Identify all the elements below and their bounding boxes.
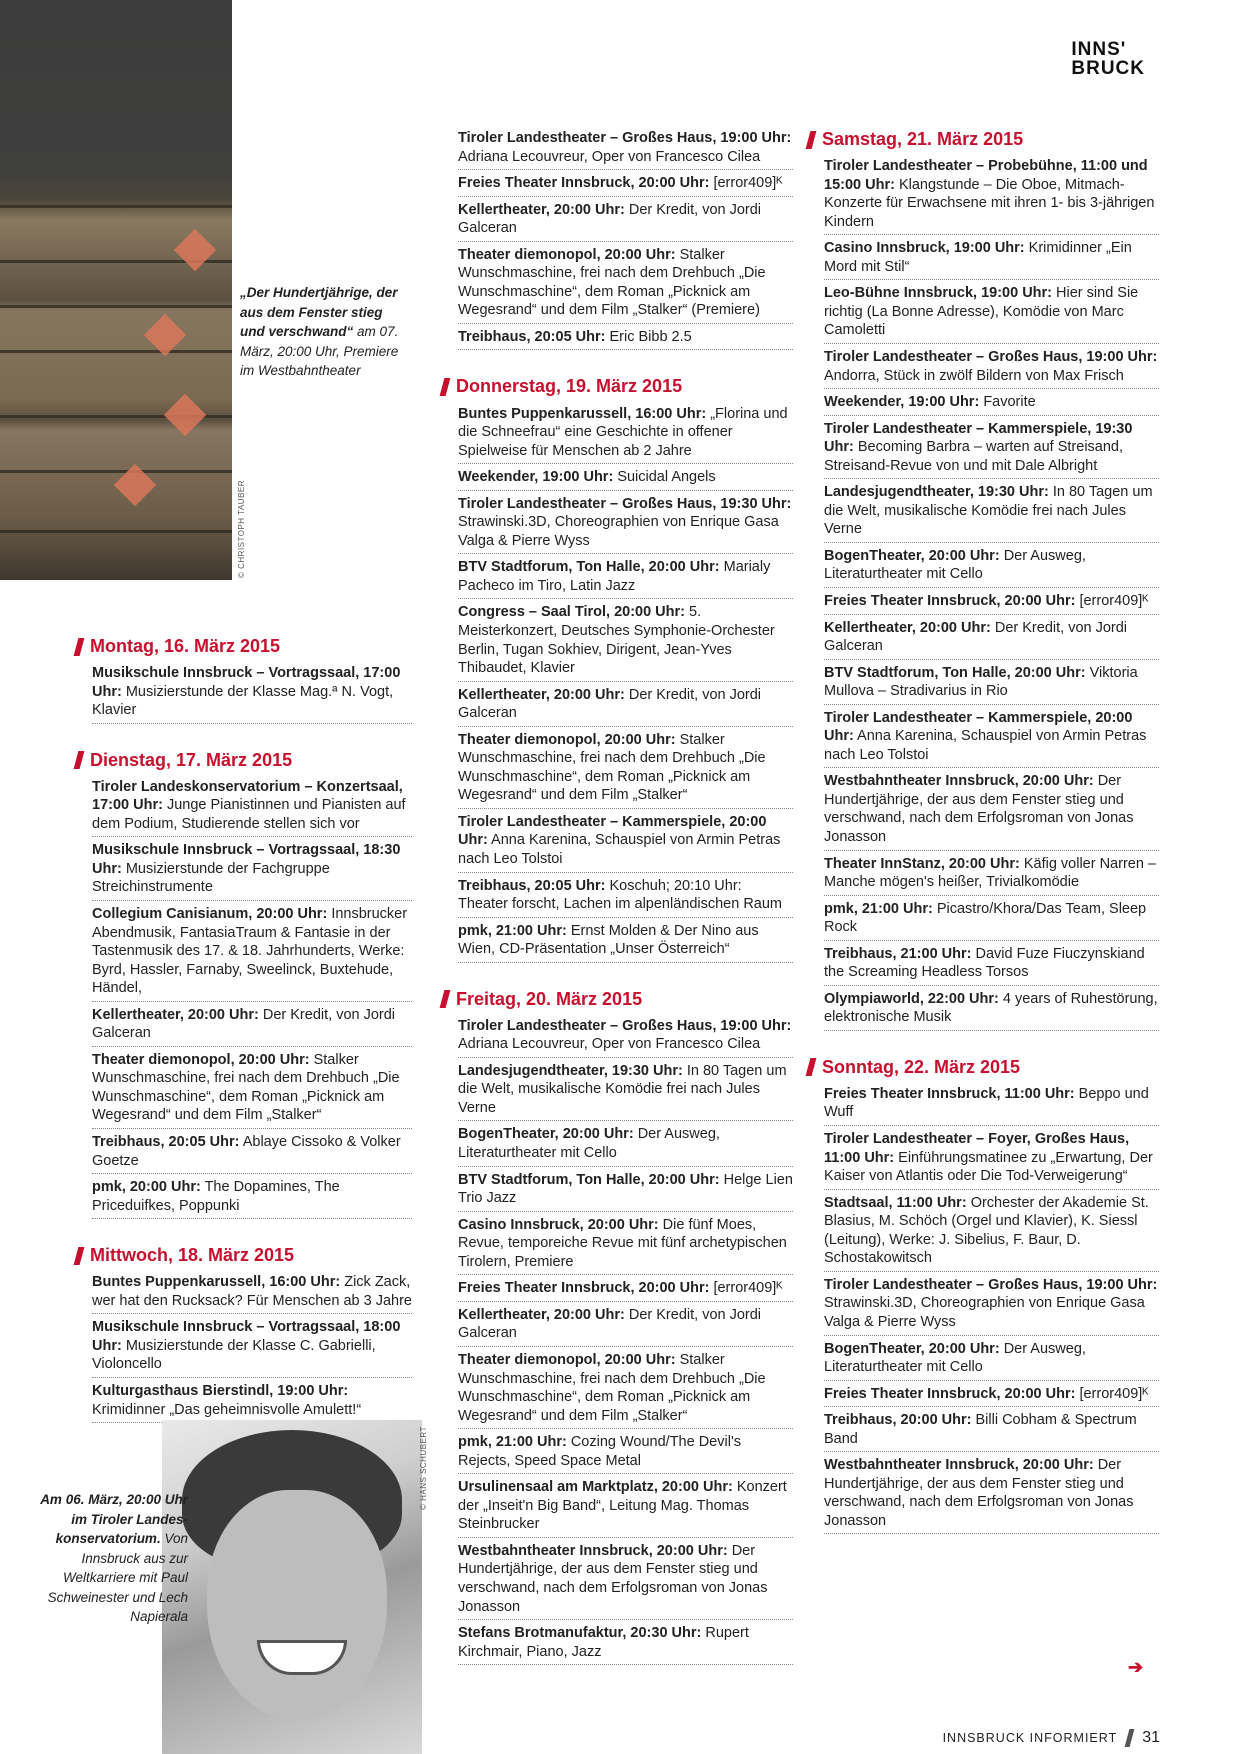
- event-entry: [458, 685, 793, 727]
- event-venue-time: Congress – Saal Tirol, 20:00 Uhr:: [458, 604, 685, 621]
- event-description: 5. Meisterkonzert, Deutsches Symphonie-Orchester Berlin, Tugan Sokhiev, Dirigent, Jean-Yves Thibaudet, Klavier: [458, 604, 775, 677]
- section-gap: [458, 966, 793, 988]
- event-venue-time: Kulturgasthaus Bierstindl, 19:00 Uhr:: [92, 1382, 349, 1399]
- event-entry: [458, 876, 793, 918]
- event-venue-time: Freies Theater Innsbruck, 20:00 Uhr:: [824, 1385, 1076, 1402]
- event-entry: [824, 989, 1159, 1031]
- event-venue-time: Tiroler Landestheater – Foyer, Großes Haus, 11:00 Uhr:: [824, 1131, 1130, 1166]
- event-description: Der Kredit, von Jordi Galceran: [824, 619, 1128, 655]
- event-description: Zick Zack, wer hat den Rucksack? Für Menschen ab 3 Jahre: [92, 1274, 412, 1309]
- event-venue-time: Kellertheater, 20:00 Uhr:: [92, 1006, 259, 1023]
- event-entry: [824, 1275, 1159, 1336]
- day-heading-text: Dienstag, 17. März 2015: [90, 749, 293, 770]
- event-entry: [824, 1410, 1159, 1452]
- event-entry: [824, 618, 1159, 660]
- event-entry: [458, 494, 793, 555]
- day-heading-text: Montag, 16. März 2015: [90, 636, 281, 656]
- event-venue-time: Kellertheater, 20:00 Uhr:: [458, 1306, 625, 1323]
- event-venue-time: Olympiaworld, 22:00 Uhr:: [824, 990, 999, 1007]
- event-venue-time: Casino Innsbruck, 19:00 Uhr:: [824, 240, 1025, 257]
- event-venue-time: Theater diemonopol, 20:00 Uhr:: [458, 731, 676, 748]
- event-entry: [824, 419, 1159, 480]
- day-marker-icon: [806, 1058, 817, 1076]
- event-entry: [92, 1005, 412, 1047]
- event-description: Der Kredit, von Jordi Galceran: [458, 686, 762, 722]
- caption-bottom-title: Am 06. März, 20:00 Uhr im Tiroler Landes-konservatorium.: [40, 1492, 188, 1547]
- event-venue-time: pmk, 20:00 Uhr:: [92, 1179, 201, 1196]
- event-venue-time: Ursulinensaal am Marktplatz, 20:00 Uhr:: [458, 1479, 733, 1496]
- page-number: 31: [1142, 1729, 1160, 1746]
- event-description: Helge Lien Trio Jazz: [458, 1171, 793, 1207]
- event-description: Stalker Wunschmaschine, frei nach dem Drehbuch „Die Wunschmaschine“, dem Roman „Picknick am Wegesrand“ und dem Film „Stalker“: [92, 1051, 400, 1124]
- event-entry: [458, 467, 793, 491]
- event-venue-time: Landesjugendtheater, 19:30 Uhr:: [458, 1062, 683, 1079]
- event-entry: [458, 1432, 793, 1474]
- day-heading: [76, 749, 412, 772]
- photo-credit-top: © CHRISTOPH TAUBER: [237, 479, 246, 578]
- day-heading: [76, 635, 412, 658]
- day-heading: [808, 1056, 1159, 1079]
- event-description: Rupert Kirchmair, Piano, Jazz: [458, 1625, 749, 1660]
- day-heading-text: Freitag, 20. März 2015: [456, 988, 643, 1009]
- event-venue-time: Musikschule Innsbruck – Vortragssaal, 18:30 Uhr:: [92, 842, 401, 877]
- event-description: Orchester der Akademie St. Blasius, M. Schöch (Orgel und Klavier), K. Siessl (Leitung), Werke: J. Sibelius, F. Baur, D. Schostakowitsch: [824, 1194, 1149, 1267]
- caption-bottom: [40, 1490, 188, 1627]
- caption-bottom-text: Von Innsbruck aus zur Weltkarriere mit Paul Schweinester und Lech Napierala: [47, 1531, 188, 1625]
- event-venue-time: BogenTheater, 20:00 Uhr:: [824, 1340, 1000, 1357]
- event-venue-time: Kellertheater, 20:00 Uhr:: [824, 619, 991, 636]
- event-entry: [458, 245, 793, 324]
- event-entry: [458, 1305, 793, 1347]
- event-entry: [824, 854, 1159, 896]
- event-venue-time: Musikschule Innsbruck – Vortragssaal, 18:00 Uhr:: [92, 1319, 401, 1354]
- caption-top-title: „Der Hundertjährige, der aus dem Fenster stieg und verschwand“: [240, 285, 398, 340]
- event-entry: [458, 1061, 793, 1122]
- event-venue-time: Tiroler Landestheater – Großes Haus, 19:00 Uhr:: [458, 1017, 792, 1034]
- event-venue-time: Tiroler Landestheater – Kammerspiele, 20:00 Uhr:: [824, 709, 1133, 745]
- event-entry: [824, 392, 1159, 416]
- day-marker-icon: [806, 131, 817, 149]
- event-entry: [458, 1016, 793, 1058]
- event-description: Billi Cobham & Spectrum Band: [824, 1412, 1137, 1447]
- event-venue-time: Buntes Puppenkarussell, 16:00 Uhr:: [458, 405, 707, 422]
- event-description: Der Ausweg, Literaturtheater mit Cello: [458, 1126, 720, 1162]
- event-venue-time: pmk, 21:00 Uhr:: [458, 922, 567, 939]
- event-description: Der Kredit, von Jordi Galceran: [458, 1306, 762, 1342]
- event-venue-time: Tiroler Landestheater – Kammerspiele, 19:30 Uhr:: [824, 420, 1133, 456]
- event-entry: [824, 1129, 1159, 1190]
- event-description: Krimidinner „Das geheimnisvolle Amulett!“: [92, 1401, 362, 1418]
- event-venue-time: Weekender, 19:00 Uhr:: [824, 394, 980, 411]
- event-entry: [458, 730, 793, 809]
- event-description: Stalker Wunschmaschine, frei nach dem Drehbuch „Die Wunschmaschine“, dem Roman „Picknick am Wegesrand“ und dem Film „Stalker“: [458, 1351, 766, 1424]
- event-venue-time: Theater InnStanz, 20:00 Uhr:: [824, 855, 1020, 872]
- event-venue-time: Theater diemonopol, 20:00 Uhr:: [92, 1051, 310, 1068]
- day-marker-icon: [74, 751, 85, 769]
- event-description: In 80 Tagen um die Welt, musikalische Komödie frei nach Jules Verne: [458, 1062, 787, 1116]
- event-description: Der Ausweg, Literaturtheater mit Cello: [824, 547, 1086, 583]
- day-heading: [442, 375, 793, 398]
- event-entry: [824, 238, 1159, 280]
- event-entry: [458, 1350, 793, 1429]
- event-venue-time: Theater diemonopol, 20:00 Uhr:: [458, 1351, 676, 1368]
- event-description: Viktoria Mullova – Stradivarius in Rio: [824, 664, 1138, 700]
- day-heading-text: Sonntag, 22. März 2015: [822, 1056, 1021, 1077]
- event-description: Der Kredit, von Jordi Galceran: [458, 201, 762, 237]
- day-heading-text: Mittwoch, 18. März 2015: [90, 1245, 295, 1266]
- event-entry: [458, 1215, 793, 1276]
- event-venue-time: Tiroler Landestheater – Großes Haus, 19:00 Uhr:: [824, 348, 1158, 365]
- event-entry: [458, 812, 793, 873]
- event-description: Favorite: [983, 394, 1036, 411]
- day-marker-icon: [440, 990, 451, 1008]
- event-entry: [458, 200, 793, 242]
- photo-crates: [0, 0, 232, 580]
- event-venue-time: Tiroler Landeskonservatorium – Konzertsaal, 17:00 Uhr:: [92, 778, 403, 814]
- event-description: Suicidal Angels: [617, 469, 716, 486]
- column-1: [92, 635, 412, 1426]
- event-entry: [458, 173, 793, 197]
- event-entry: [458, 1170, 793, 1212]
- event-description: 4 years of Ruhestörung, elektronische Musik: [824, 990, 1158, 1026]
- event-venue-time: Tiroler Landestheater – Großes Haus, 19:00 Uhr:: [458, 130, 792, 146]
- event-description: Klangstunde – Die Oboe, Mitmach-Konzerte für Erwachsene mit ihren 1- bis 3-jährigen Kindern: [824, 176, 1155, 230]
- event-description: [error409]ᴷ: [1079, 1385, 1149, 1402]
- event-entry: [92, 1177, 412, 1219]
- page-footer: [943, 1728, 1160, 1748]
- event-entry: [824, 156, 1159, 235]
- event-venue-time: Treibhaus, 20:00 Uhr:: [824, 1412, 972, 1429]
- event-description: Musizierstunde der Klasse C. Gabrielli, Violoncello: [92, 1337, 376, 1373]
- photo-credit-bottom: © HANS SCHUBERT: [419, 1426, 428, 1510]
- day-marker-icon: [440, 378, 451, 396]
- event-venue-time: Kellertheater, 20:00 Uhr:: [458, 201, 625, 218]
- event-venue-time: Freies Theater Innsbruck, 20:00 Uhr:: [458, 175, 710, 192]
- event-entry: [824, 1339, 1159, 1381]
- event-venue-time: Freies Theater Innsbruck, 20:00 Uhr:: [824, 592, 1076, 609]
- brand-logo: [1071, 40, 1145, 78]
- event-description: [error409]ᴷ: [713, 1280, 783, 1297]
- event-venue-time: Stadtsaal, 11:00 Uhr:: [824, 1194, 967, 1211]
- event-description: Koschuh; 20:10 Uhr: Theater forscht, Lachen im alpenländischen Raum: [458, 877, 783, 913]
- continue-arrow-icon: ➔: [1128, 1657, 1144, 1677]
- event-entry: [824, 591, 1159, 615]
- event-description: The Dopamines, The Priceduifkes, Poppunki: [92, 1179, 340, 1214]
- event-entry: [458, 1623, 793, 1665]
- day-heading: [808, 128, 1159, 151]
- event-venue-time: Treibhaus, 20:05 Uhr:: [92, 1134, 240, 1150]
- event-description: Becoming Barbra – warten auf Streisand, Streisand-Revue von und mit Dale Albright: [824, 439, 1124, 474]
- event-description: Andorra, Stück in zwölf Bildern von Max Frisch: [824, 367, 1124, 384]
- event-entry: [824, 1084, 1159, 1126]
- face-shape: [207, 1490, 387, 1720]
- event-description: Ernst Molden & Der Nino aus Wien, CD-Präsentation „Unser Österreich“: [458, 922, 759, 958]
- event-venue-time: Tiroler Landestheater – Probebühne, 11:00 und 15:00 Uhr:: [824, 158, 1148, 193]
- event-description: Junge Pianistinnen und Pianisten auf dem Podium, Studierende stellen sich vor: [92, 797, 406, 832]
- event-description: Hier sind Sie richtig (La Bonne Adresse), Komödie von Marc Camoletti: [824, 285, 1139, 339]
- event-entry: [92, 904, 412, 1002]
- section-gap: [92, 727, 412, 749]
- event-description: Anna Karenina, Schauspiel von Armin Petras nach Leo Tolstoi: [458, 832, 781, 867]
- event-description: Cozing Wound/The Devil's Rejects, Speed Space Metal: [458, 1434, 741, 1469]
- event-venue-time: pmk, 21:00 Uhr:: [824, 900, 933, 917]
- event-venue-time: Landesjugendtheater, 19:30 Uhr:: [824, 484, 1049, 501]
- event-description: Eric Bibb 2.5: [609, 328, 692, 345]
- event-description: Der Ausweg, Literaturtheater mit Cello: [824, 1340, 1086, 1376]
- event-description: Marialy Pacheco im Tiro, Latin Jazz: [458, 559, 771, 594]
- event-venue-time: Treibhaus, 20:05 Uhr:: [458, 328, 606, 345]
- event-description: Käfig voller Narren – Manche mögen's heißer, Trivialkomödie: [824, 855, 1156, 891]
- brand-line1: INNS': [1071, 39, 1127, 60]
- event-entry: [92, 1381, 412, 1423]
- event-venue-time: BTV Stadtforum, Ton Halle, 20:00 Uhr:: [458, 559, 720, 576]
- event-entry: [824, 1384, 1159, 1408]
- event-description: „Florina und die Schneefrau“ eine Geschichte in offener Spielweise für Menschen ab 2 Jahre: [458, 405, 788, 459]
- event-venue-time: Leo-Bühne Innsbruck, 19:00 Uhr:: [824, 285, 1053, 302]
- event-description: Strawinski.3D, Choreographien von Enrique Gasa Valga & Pierre Wyss: [458, 514, 779, 549]
- event-entry: [458, 1278, 793, 1302]
- event-description: Adriana Lecouvreur, Oper von Francesco Cilea: [458, 1036, 761, 1053]
- event-venue-time: Westbahntheater Innsbruck, 20:00 Uhr:: [824, 773, 1094, 790]
- event-entry: [824, 899, 1159, 941]
- event-description: Musizierstunde der Fachgruppe Streichinstrumente: [92, 860, 330, 896]
- event-entry: [92, 663, 412, 724]
- event-description: Picastro/Khora/Das Team, Sleep Rock: [824, 900, 1147, 936]
- event-entry: [824, 1455, 1159, 1534]
- event-entry: [824, 283, 1159, 344]
- caption-top: [240, 283, 400, 381]
- section-gap: [458, 353, 793, 375]
- day-heading-text: Samstag, 21. März 2015: [822, 129, 1024, 149]
- event-description: Beppo und Wuff: [824, 1085, 1149, 1121]
- event-venue-time: Theater diemonopol, 20:00 Uhr:: [458, 246, 676, 263]
- event-venue-time: Tiroler Landestheater – Kammerspiele, 20:00 Uhr:: [458, 813, 767, 849]
- event-description: Stalker Wunschmaschine, frei nach dem Drehbuch „Die Wunschmaschine“, dem Roman „Picknick am Wegesrand“ und dem Film „Stalker“: [458, 731, 766, 804]
- event-entry: [92, 1272, 412, 1314]
- event-description: Der Kredit, von Jordi Galceran: [92, 1006, 396, 1042]
- footer-separator: [1125, 1729, 1135, 1747]
- portrait-photo: [162, 1420, 422, 1754]
- event-entry: [458, 602, 793, 681]
- column-2: [458, 128, 793, 1668]
- event-venue-time: Collegium Canisianum, 20:00 Uhr:: [92, 905, 328, 922]
- day-marker-icon: [74, 1247, 85, 1265]
- event-description: Innsbrucker Abendmusik, FantasiaTraum & Fantasie in der Tastenmusik des 17. & 18. Jahrhunderts, Werke: Byrd, Hassler, Farnaby, Sweelinck, Buxtehude, Händel,: [92, 905, 408, 997]
- day-heading: [76, 1244, 412, 1267]
- event-entry: [92, 777, 412, 838]
- event-venue-time: Stefans Brotmanufaktur, 20:30 Uhr:: [458, 1625, 702, 1642]
- event-entry: [458, 1124, 793, 1166]
- event-entry: [824, 944, 1159, 986]
- event-venue-time: Westbahntheater Innsbruck, 20:00 Uhr:: [824, 1457, 1094, 1474]
- event-description: Musizierstunde der Klasse Mag.ª N. Vogt, Klavier: [92, 683, 394, 719]
- event-entry: [458, 327, 793, 351]
- event-description: David Fuze Fiuczynskiand the Screaming Headless Torsos: [824, 945, 1145, 981]
- day-heading-text: Donnerstag, 19. März 2015: [456, 376, 683, 397]
- column-3: [824, 128, 1159, 1537]
- event-venue-time: Casino Innsbruck, 20:00 Uhr:: [458, 1216, 659, 1233]
- event-venue-time: Westbahntheater Innsbruck, 20:00 Uhr:: [458, 1542, 728, 1559]
- event-entry: [824, 663, 1159, 705]
- event-entry: [824, 482, 1159, 543]
- event-description: Einführungsmatinee zu „Erwartung, Der Kaiser von Atlantis oder Die Tod-Verweigerung“: [824, 1149, 1153, 1185]
- event-description: [error409]ᴷ: [713, 175, 783, 192]
- event-venue-time: Tiroler Landestheater – Großes Haus, 19:30 Uhr:: [458, 495, 792, 512]
- event-description: Die fünf Moes, Revue, temporeiche Revue mit fünf archetypischen Tirolern, Premiere: [458, 1216, 787, 1270]
- event-venue-time: BTV Stadtforum, Ton Halle, 20:00 Uhr:: [458, 1171, 720, 1188]
- event-entry: [92, 1317, 412, 1378]
- event-venue-time: Freies Theater Innsbruck, 11:00 Uhr:: [824, 1085, 1075, 1102]
- event-description: Der Hundertjährige, der aus dem Fenster stieg und verschwand, nach dem Erfolgsroman von Jonas Jonasson: [824, 1457, 1134, 1529]
- event-description: Der Hundertjährige, der aus dem Fenster stieg und verschwand, nach dem Erfolgsroman von Jonas Jonasson: [824, 773, 1134, 845]
- event-venue-time: BTV Stadtforum, Ton Halle, 20:00 Uhr:: [824, 664, 1086, 681]
- event-venue-time: Kellertheater, 20:00 Uhr:: [458, 686, 625, 703]
- day-marker-icon: [74, 638, 85, 656]
- event-venue-time: pmk, 21:00 Uhr:: [458, 1434, 567, 1451]
- day-heading: [442, 988, 793, 1011]
- event-venue-time: Musikschule Innsbruck – Vortragssaal, 17:00 Uhr:: [92, 665, 401, 700]
- event-entry: [824, 771, 1159, 850]
- event-entry: [458, 921, 793, 963]
- event-venue-time: Tiroler Landestheater – Großes Haus, 19:00 Uhr:: [824, 1276, 1158, 1293]
- section-gap: [824, 1034, 1159, 1056]
- event-entry: [92, 840, 412, 901]
- event-description: Stalker Wunschmaschine, frei nach dem Drehbuch „Die Wunschmaschine“, dem Roman „Picknick am Wegesrand“ und dem Film „Stalker“ (Premiere): [458, 246, 766, 319]
- event-description: Strawinski.3D, Choreographien von Enrique Gasa Valga & Pierre Wyss: [824, 1295, 1145, 1330]
- event-venue-time: Treibhaus, 21:00 Uhr:: [824, 945, 972, 962]
- event-entry: [92, 1132, 412, 1174]
- event-venue-time: BogenTheater, 20:00 Uhr:: [458, 1126, 634, 1143]
- event-description: In 80 Tagen um die Welt, musikalische Komödie frei nach Jules Verne: [824, 484, 1153, 538]
- event-description: Adriana Lecouvreur, Oper von Francesco Cilea: [458, 148, 761, 165]
- event-venue-time: BogenTheater, 20:00 Uhr:: [824, 547, 1000, 564]
- event-entry: [824, 347, 1159, 389]
- event-venue-time: Buntes Puppenkarussell, 16:00 Uhr:: [92, 1274, 341, 1291]
- event-entry: [824, 1193, 1159, 1272]
- event-description: Ablaye Cissoko & Volker Goetze: [92, 1134, 401, 1169]
- event-entry: [458, 1477, 793, 1538]
- section-gap: [92, 1222, 412, 1244]
- event-venue-time: Treibhaus, 20:05 Uhr:: [458, 877, 606, 894]
- event-entry: [458, 557, 793, 599]
- caption-top-text: am 07. März, 20:00 Uhr, Premiere im Westbahntheater: [240, 324, 399, 379]
- event-description: Der Hundertjährige, der aus dem Fenster stieg und verschwand, nach dem Erfolgsroman von Jonas Jonasson: [458, 1542, 768, 1615]
- brand-line2: BRUCK: [1071, 58, 1145, 79]
- event-entry: [458, 1541, 793, 1620]
- event-venue-time: Freies Theater Innsbruck, 20:00 Uhr:: [458, 1280, 710, 1297]
- event-entry: [824, 708, 1159, 769]
- event-entry: [824, 546, 1159, 588]
- event-venue-time: Weekender, 19:00 Uhr:: [458, 469, 614, 486]
- event-description: Konzert der „Inseit'n Big Band“, Leitung Mag. Thomas Steinbrucker: [458, 1479, 787, 1533]
- event-description: Krimidinner „Ein Mord mit Stil“: [824, 240, 1132, 275]
- publication-name: INNSBRUCK INFORMIERT: [942, 1731, 1118, 1746]
- event-description: Anna Karenina, Schauspiel von Armin Petras nach Leo Tolstoi: [824, 728, 1147, 763]
- event-entry: [458, 404, 793, 465]
- event-entry: [92, 1050, 412, 1129]
- event-description: [error409]ᴷ: [1079, 592, 1149, 609]
- event-entry: [458, 128, 793, 170]
